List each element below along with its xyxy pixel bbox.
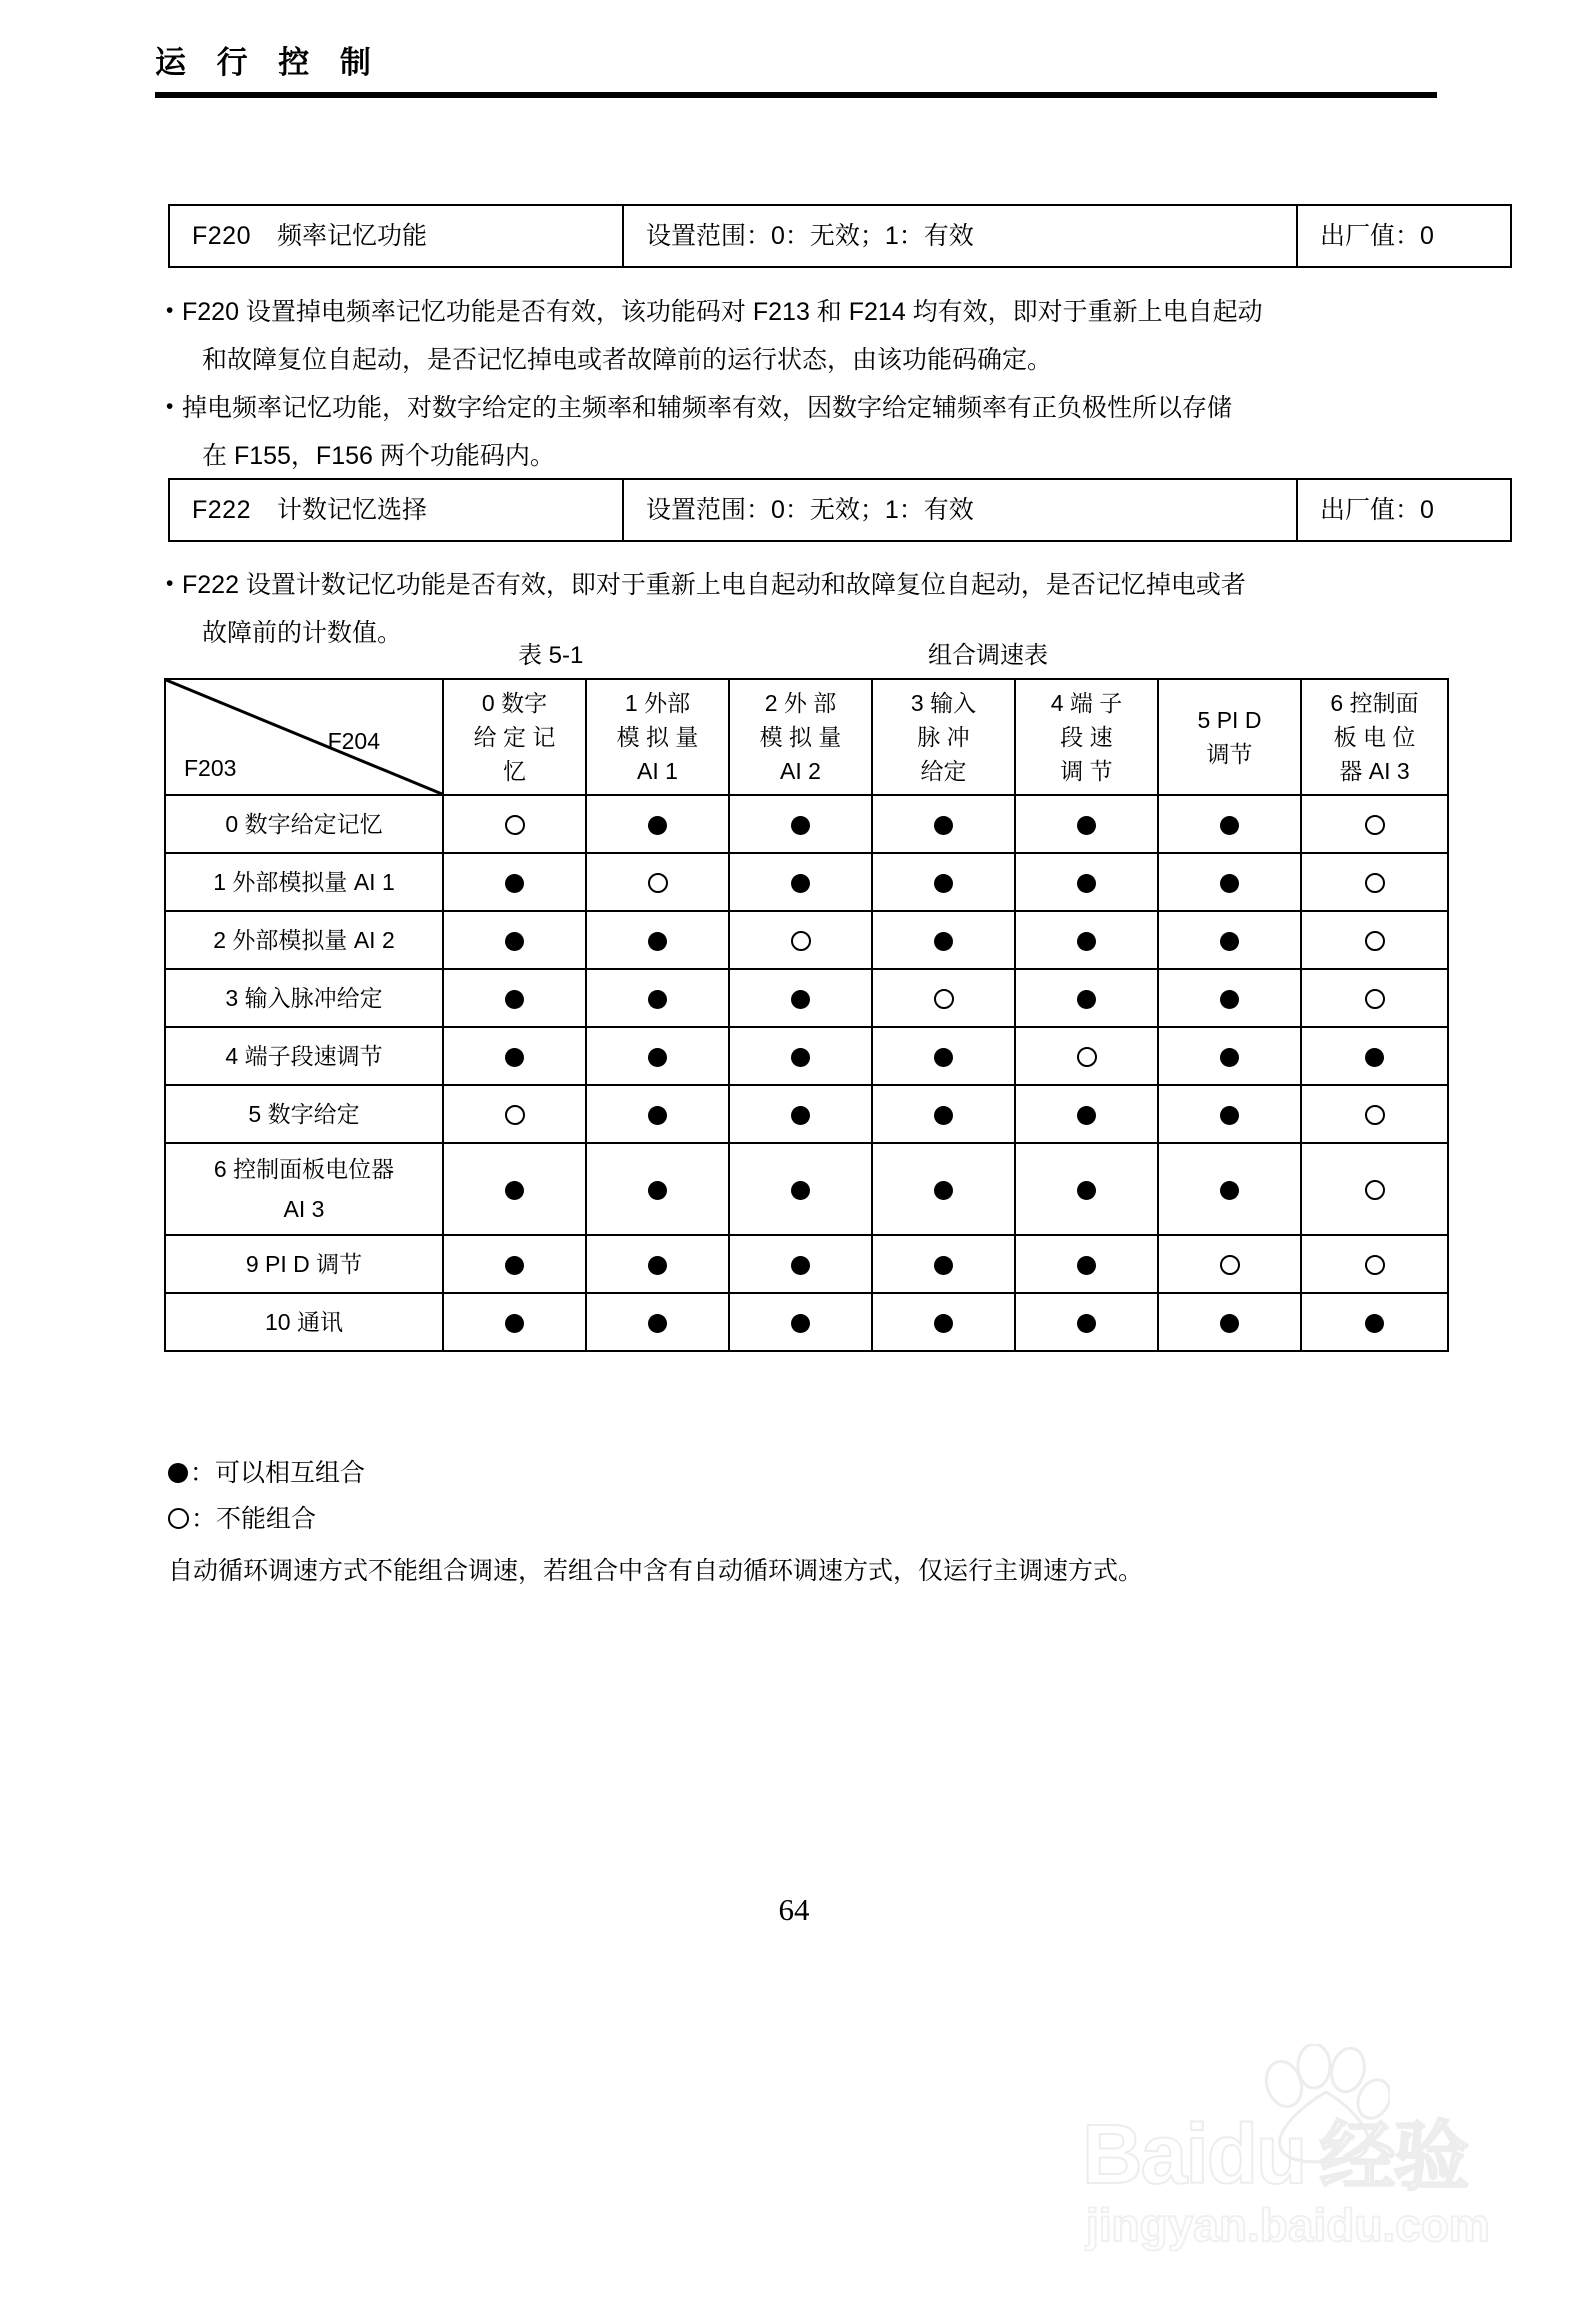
matrix-cell-r4-c5	[1158, 1027, 1301, 1085]
matrix-cell-r8-c0	[443, 1293, 586, 1351]
column-header-line: 器 AI 3	[1339, 758, 1410, 784]
legend-hollow	[168, 1496, 1468, 1542]
table-row	[165, 1085, 1448, 1143]
matrix-cell-r1-c3	[872, 853, 1015, 911]
matrix-cell-r6-c3	[872, 1143, 1015, 1235]
table-legend	[168, 1450, 1468, 1594]
hollow-circle-icon	[505, 815, 525, 835]
matrix-cell-r0-c5	[1158, 795, 1301, 853]
filled-circle-icon	[791, 816, 810, 835]
matrix-cell-r0-c4	[1015, 795, 1158, 853]
matrix-cell-r7-c3	[872, 1235, 1015, 1293]
row-header-line: 2 外部模拟量 AI 2	[213, 927, 395, 953]
matrix-cell-r6-c2	[729, 1143, 872, 1235]
hollow-circle-icon	[791, 931, 811, 951]
matrix-cell-r5-c1	[586, 1085, 729, 1143]
hollow-circle-icon	[934, 989, 954, 1009]
column-header-6	[1301, 679, 1448, 795]
matrix-cell-r6-c5	[1158, 1143, 1301, 1235]
row-header-1	[165, 853, 443, 911]
matrix-cell-r5-c0	[443, 1085, 586, 1143]
filled-circle-icon	[648, 1048, 667, 1067]
hollow-circle-icon	[1365, 931, 1385, 951]
param-name-cell	[169, 205, 623, 267]
row-header-2	[165, 911, 443, 969]
filled-circle-icon	[1220, 1106, 1239, 1125]
filled-circle-icon	[934, 1314, 953, 1333]
param-default-cell: 出厂值：0	[1297, 479, 1511, 541]
filled-circle-icon	[648, 1256, 667, 1275]
column-header-line: 给定	[920, 758, 967, 784]
filled-circle-icon	[505, 1181, 524, 1200]
filled-circle-icon	[505, 990, 524, 1009]
filled-circle-icon	[1220, 990, 1239, 1009]
corner-row-axis-label: F203	[184, 755, 237, 781]
filled-circle-icon	[1077, 1314, 1096, 1333]
row-header-line: 9 PI D 调节	[245, 1251, 363, 1277]
param-box-f220	[168, 204, 1512, 268]
matrix-cell-r3-c1	[586, 969, 729, 1027]
column-header-line: 2 外 部	[764, 690, 837, 716]
column-header-line: 6 控制面	[1330, 690, 1419, 716]
matrix-cell-r7-c6	[1301, 1235, 1448, 1293]
paragraph-f220-memory	[166, 383, 1456, 480]
hollow-circle-icon	[168, 1508, 189, 1529]
table-row	[169, 205, 1511, 267]
matrix-cell-r6-c4	[1015, 1143, 1158, 1235]
matrix-cell-r2-c2	[729, 911, 872, 969]
row-header-line: 5 数字给定	[248, 1101, 360, 1127]
filled-circle-icon	[791, 1048, 810, 1067]
watermark	[1082, 2038, 1542, 2268]
matrix-cell-r0-c1	[586, 795, 729, 853]
filled-circle-icon	[1220, 1181, 1239, 1200]
matrix-cell-r2-c4	[1015, 911, 1158, 969]
row-header-line: 1 外部模拟量 AI 1	[213, 869, 395, 895]
matrix-cell-r1-c4	[1015, 853, 1158, 911]
column-header-line: AI 2	[780, 758, 821, 784]
param-default-cell: 出厂值：0	[1297, 205, 1511, 267]
corner-split-cell	[165, 679, 443, 795]
hollow-circle-icon	[1365, 1255, 1385, 1275]
bullet-icon: •	[166, 299, 174, 322]
column-header-line: 给 定 记	[473, 724, 556, 750]
row-header-line: 3 输入脉冲给定	[225, 985, 383, 1011]
column-header-line: 调节	[1206, 741, 1253, 767]
filled-circle-icon	[648, 932, 667, 951]
matrix-cell-r7-c2	[729, 1235, 872, 1293]
matrix-cell-r4-c2	[729, 1027, 872, 1085]
row-header-line: 4 端子段速调节	[225, 1043, 383, 1069]
matrix-cell-r8-c4	[1015, 1293, 1158, 1351]
paw-print-icon	[1258, 2044, 1390, 2166]
paragraph-line: 和故障复位自起动，是否记忆掉电或者故障前的运行状态，由该功能码确定。	[202, 346, 1053, 374]
param-code: F220	[192, 222, 251, 250]
column-header-line: 3 输入	[910, 690, 977, 716]
table-row	[165, 1293, 1448, 1351]
filled-circle-icon	[1220, 816, 1239, 835]
combination-speed-table	[164, 678, 1449, 1352]
row-header-line: AI 3	[283, 1196, 325, 1222]
matrix-cell-r7-c5	[1158, 1235, 1301, 1293]
column-header-line: 板 电 位	[1333, 724, 1416, 750]
table-header-row	[165, 679, 1448, 795]
matrix-cell-r3-c3	[872, 969, 1015, 1027]
paragraph-text: F222 设置计数记忆功能是否有效，即对于重新上电自起动和故障复位自起动，是否记忆掉电或者	[182, 571, 1246, 599]
hollow-circle-icon	[505, 1105, 525, 1125]
matrix-cell-r1-c6	[1301, 853, 1448, 911]
filled-circle-icon	[1077, 1181, 1096, 1200]
matrix-cell-r2-c6	[1301, 911, 1448, 969]
hollow-circle-icon	[1365, 989, 1385, 1009]
filled-circle-icon	[1220, 1048, 1239, 1067]
legend-hollow-text: ：不能组合	[191, 1505, 317, 1533]
legend-filled-text: ：可以相互组合	[190, 1459, 366, 1487]
matrix-cell-r0-c6	[1301, 795, 1448, 853]
filled-circle-icon	[1077, 874, 1096, 893]
column-header-line: 模 拟 量	[616, 724, 699, 750]
watermark-brand-latin: Baidu	[1082, 2107, 1306, 2201]
filled-circle-icon	[934, 932, 953, 951]
table-row	[165, 911, 1448, 969]
paragraph-f220-desc	[166, 287, 1456, 384]
hollow-circle-icon	[1365, 873, 1385, 893]
page-header	[155, 46, 1435, 98]
hollow-circle-icon	[1365, 815, 1385, 835]
filled-circle-icon	[1077, 816, 1096, 835]
column-header-line: 4 端 子	[1050, 690, 1123, 716]
hollow-circle-icon	[1365, 1105, 1385, 1125]
corner-col-axis-label: F204	[327, 728, 380, 754]
paragraph-line: 在 F155，F156 两个功能码内。	[202, 442, 555, 470]
column-header-line: 0 数字	[481, 690, 548, 716]
watermark-brand	[1082, 2096, 1467, 2205]
matrix-cell-r2-c5	[1158, 911, 1301, 969]
paragraph-line	[166, 383, 1456, 432]
filled-circle-icon	[505, 874, 524, 893]
row-header-7	[165, 1235, 443, 1293]
table-row	[165, 1027, 1448, 1085]
legend-note: 自动循环调速方式不能组合调速，若组合中含有自动循环调速方式，仅运行主调速方式。	[168, 1557, 1144, 1585]
column-header-line: 忆	[503, 758, 526, 784]
column-header-4	[1015, 679, 1158, 795]
matrix-cell-r8-c3	[872, 1293, 1015, 1351]
param-range-cell: 设置范围：0：无效；1：有效	[623, 205, 1297, 267]
filled-circle-icon	[791, 990, 810, 1009]
paragraph-text: F220 设置掉电频率记忆功能是否有效，该功能码对 F213 和 F214 均有效，即对于重新上电自起动	[182, 298, 1263, 326]
row-header-line: 6 控制面板电位器	[213, 1156, 395, 1182]
table-number: 表 5-1	[518, 642, 584, 669]
matrix-cell-r3-c6	[1301, 969, 1448, 1027]
matrix-cell-r7-c4	[1015, 1235, 1158, 1293]
row-header-line: 0 数字给定记忆	[225, 811, 383, 837]
matrix-cell-r8-c1	[586, 1293, 729, 1351]
matrix-cell-r3-c4	[1015, 969, 1158, 1027]
page-title: 运 行 控 制	[155, 45, 382, 80]
bullet-icon: •	[166, 395, 174, 418]
matrix-cell-r7-c0	[443, 1235, 586, 1293]
filled-circle-icon	[934, 1106, 953, 1125]
matrix-cell-r4-c4	[1015, 1027, 1158, 1085]
table-row	[165, 795, 1448, 853]
matrix-cell-r1-c2	[729, 853, 872, 911]
table-row	[165, 1143, 1448, 1235]
watermark-brand-cn: 经验	[1319, 2115, 1468, 2200]
filled-circle-icon	[1365, 1314, 1384, 1333]
bullet-icon: •	[166, 572, 174, 595]
filled-circle-icon	[791, 1181, 810, 1200]
matrix-cell-r3-c5	[1158, 969, 1301, 1027]
matrix-cell-r4-c6	[1301, 1027, 1448, 1085]
matrix-cell-r3-c2	[729, 969, 872, 1027]
column-header-1	[586, 679, 729, 795]
column-header-line: 5 PI D	[1197, 707, 1262, 733]
filled-circle-icon	[505, 932, 524, 951]
matrix-cell-r1-c0	[443, 853, 586, 911]
table-row	[165, 853, 1448, 911]
filled-circle-icon	[934, 1256, 953, 1275]
matrix-cell-r5-c2	[729, 1085, 872, 1143]
hollow-circle-icon	[1220, 1255, 1240, 1275]
matrix-cell-r5-c5	[1158, 1085, 1301, 1143]
matrix-cell-r7-c1	[586, 1235, 729, 1293]
filled-circle-icon	[648, 1106, 667, 1125]
filled-circle-icon	[1220, 874, 1239, 893]
filled-circle-icon	[1220, 932, 1239, 951]
filled-circle-icon	[648, 1314, 667, 1333]
filled-circle-icon	[505, 1256, 524, 1275]
paragraph-line	[166, 287, 1456, 336]
filled-circle-icon	[791, 874, 810, 893]
filled-circle-icon	[648, 990, 667, 1009]
filled-circle-icon	[648, 1181, 667, 1200]
matrix-cell-r8-c5	[1158, 1293, 1301, 1351]
filled-circle-icon	[1365, 1048, 1384, 1067]
row-header-6	[165, 1143, 443, 1235]
row-header-0	[165, 795, 443, 853]
matrix-cell-r2-c3	[872, 911, 1015, 969]
column-header-line: 脉 冲	[917, 724, 970, 750]
filled-circle-icon	[791, 1256, 810, 1275]
filled-circle-icon	[505, 1314, 524, 1333]
row-header-4	[165, 1027, 443, 1085]
filled-circle-icon	[791, 1106, 810, 1125]
column-header-5	[1158, 679, 1301, 795]
matrix-cell-r0-c0	[443, 795, 586, 853]
matrix-cell-r4-c0	[443, 1027, 586, 1085]
matrix-cell-r1-c1	[586, 853, 729, 911]
matrix-cell-r2-c1	[586, 911, 729, 969]
filled-circle-icon	[168, 1463, 188, 1483]
param-name-cell	[169, 479, 623, 541]
matrix-cell-r6-c1	[586, 1143, 729, 1235]
column-header-line: 1 外部	[624, 690, 691, 716]
paragraph-f222-desc	[166, 560, 1456, 657]
legend-filled	[168, 1450, 1468, 1496]
filled-circle-icon	[1220, 1314, 1239, 1333]
page-number: 64	[778, 1892, 810, 1927]
row-header-line: 10 通讯	[265, 1309, 343, 1335]
param-label: 频率记忆功能	[276, 222, 427, 250]
paragraph-line	[166, 560, 1456, 609]
filled-circle-icon	[1077, 1256, 1096, 1275]
table-row	[165, 969, 1448, 1027]
param-label: 计数记忆选择	[276, 496, 427, 524]
column-header-line: 模 拟 量	[759, 724, 842, 750]
column-header-line: 段 速	[1060, 724, 1113, 750]
column-header-line: AI 1	[637, 758, 678, 784]
watermark-domain: jingyan.baidu.com	[1086, 2199, 1490, 2251]
matrix-cell-r3-c0	[443, 969, 586, 1027]
param-range-cell: 设置范围：0：无效；1：有效	[623, 479, 1297, 541]
table-title: 组合调速表	[928, 642, 1048, 669]
filled-circle-icon	[1077, 990, 1096, 1009]
filled-circle-icon	[934, 816, 953, 835]
row-header-5	[165, 1085, 443, 1143]
column-header-2	[729, 679, 872, 795]
paragraph-text: 掉电频率记忆功能，对数字给定的主频率和辅频率有效，因数字给定辅频率有正负极性所以存储	[182, 394, 1233, 422]
hollow-circle-icon	[648, 873, 668, 893]
matrix-cell-r8-c6	[1301, 1293, 1448, 1351]
matrix-cell-r4-c3	[872, 1027, 1015, 1085]
matrix-cell-r0-c3	[872, 795, 1015, 853]
filled-circle-icon	[934, 874, 953, 893]
param-box-f222	[168, 478, 1512, 542]
column-header-line: 调 节	[1060, 758, 1113, 784]
matrix-cell-r5-c4	[1015, 1085, 1158, 1143]
matrix-cell-r4-c1	[586, 1027, 729, 1085]
matrix-cell-r2-c0	[443, 911, 586, 969]
filled-circle-icon	[934, 1181, 953, 1200]
hollow-circle-icon	[1077, 1047, 1097, 1067]
matrix-cell-r6-c0	[443, 1143, 586, 1235]
matrix-cell-r1-c5	[1158, 853, 1301, 911]
filled-circle-icon	[934, 1048, 953, 1067]
column-header-3	[872, 679, 1015, 795]
filled-circle-icon	[648, 816, 667, 835]
hollow-circle-icon	[1365, 1180, 1385, 1200]
matrix-cell-r0-c2	[729, 795, 872, 853]
filled-circle-icon	[791, 1314, 810, 1333]
matrix-cell-r5-c3	[872, 1085, 1015, 1143]
paragraph-line: 故障前的计数值。	[202, 619, 403, 647]
filled-circle-icon	[1077, 932, 1096, 951]
matrix-cell-r8-c2	[729, 1293, 872, 1351]
param-code: F222	[192, 496, 251, 524]
column-header-0	[443, 679, 586, 795]
header-divider	[155, 92, 1437, 98]
matrix-cell-r6-c6	[1301, 1143, 1448, 1235]
row-header-8	[165, 1293, 443, 1351]
matrix-cell-r5-c6	[1301, 1085, 1448, 1143]
table-row	[165, 1235, 1448, 1293]
table-row	[169, 479, 1511, 541]
filled-circle-icon	[505, 1048, 524, 1067]
filled-circle-icon	[1077, 1106, 1096, 1125]
row-header-3	[165, 969, 443, 1027]
